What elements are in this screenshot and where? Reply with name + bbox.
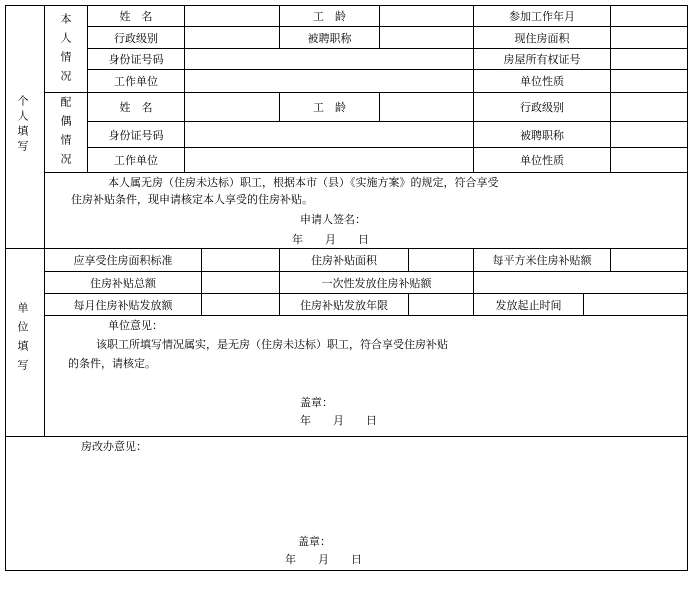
label-spouse-seniority: 工 龄	[313, 101, 346, 114]
label-current-area: 现住房面积	[514, 31, 570, 45]
housing-office-seal-label: 盖章：	[298, 535, 331, 548]
label-area-standard: 应享受住房面积标准	[73, 254, 173, 267]
label-spouse-admin-level: 行政级别	[520, 101, 564, 114]
housing-office-date: 年 月 日	[285, 553, 362, 566]
cell-line	[184, 5, 185, 48]
label-employer: 工作单位	[114, 75, 158, 88]
unit-seal-label: 盖章：	[300, 396, 333, 409]
label-subsidy-area: 住房补贴面积	[311, 254, 377, 267]
row-line	[44, 172, 688, 173]
cell-line	[473, 271, 474, 294]
border-left	[5, 5, 6, 571]
label-lump-sum: 一次性发放住房补贴额	[321, 276, 432, 290]
section-label-unit: 单位填写	[16, 302, 29, 378]
group-label-spouse: 配偶情况	[59, 96, 72, 172]
section-line	[5, 436, 688, 437]
label-seniority: 工 龄	[313, 10, 346, 23]
cell-line	[379, 5, 380, 48]
cell-line	[201, 248, 202, 316]
cell-line	[583, 293, 584, 316]
applicant-signature-label: 申请人签名：	[300, 213, 366, 226]
label-employer-type: 单位性质	[520, 75, 564, 88]
label-total: 住房补贴总额	[90, 276, 156, 290]
label-years: 住房补贴发放年限	[300, 298, 388, 312]
cell-line	[408, 248, 409, 272]
label-id-number: 身份证号码	[108, 53, 164, 66]
cell-line	[408, 293, 409, 316]
row-line	[44, 315, 688, 316]
declaration-line-1: 本人属无房（住房未达标）职工，根据本市（县）《实施方案》的规定，符合享受	[108, 176, 499, 189]
unit-opinion-label: 单位意见：	[108, 319, 163, 332]
unit-date: 年 月 日	[300, 414, 377, 427]
label-name: 姓 名	[119, 10, 153, 23]
label-monthly: 每月住房补贴发放额	[73, 298, 173, 312]
cell-line	[184, 48, 185, 93]
label-period: 发放起止时间	[495, 298, 562, 312]
section-divider	[44, 5, 45, 437]
unit-opinion-line-2: 的条件，请核定。	[68, 357, 156, 370]
declaration-line-2: 住房补贴条件，现申请核定本人享受的住房补贴。	[71, 193, 313, 206]
section-label-personal: 个人填写	[16, 95, 29, 155]
label-admin-level: 行政级别	[114, 31, 158, 45]
housing-office-opinion-label: 房改办意见：	[81, 440, 147, 453]
unit-opinion-line-1: 该职工所填写情况属实，是无房（住房未达标）职工，符合享受住房补贴	[96, 338, 448, 351]
cell-line	[379, 92, 380, 122]
label-spouse-title-hired: 被聘职称	[520, 128, 564, 142]
label-spouse-name: 姓 名	[119, 101, 153, 114]
label-spouse-id-number: 身份证号码	[108, 128, 164, 142]
group-label-self: 本人情况	[59, 13, 72, 89]
border-right	[687, 5, 688, 571]
cell-line	[610, 248, 611, 272]
label-property-cert: 房屋所有权证号	[503, 53, 581, 66]
label-per-sqm: 每平方米住房补贴额	[492, 254, 592, 267]
label-spouse-employer: 工作单位	[114, 154, 158, 167]
label-spouse-employer-type: 单位性质	[520, 154, 564, 167]
label-work-start: 参加工作年月	[509, 10, 575, 23]
border-bottom	[5, 570, 688, 571]
applicant-date: 年 月 日	[292, 233, 369, 246]
label-title-hired: 被聘职称	[307, 31, 352, 45]
cell-line	[184, 92, 185, 173]
cell-line	[610, 5, 611, 173]
